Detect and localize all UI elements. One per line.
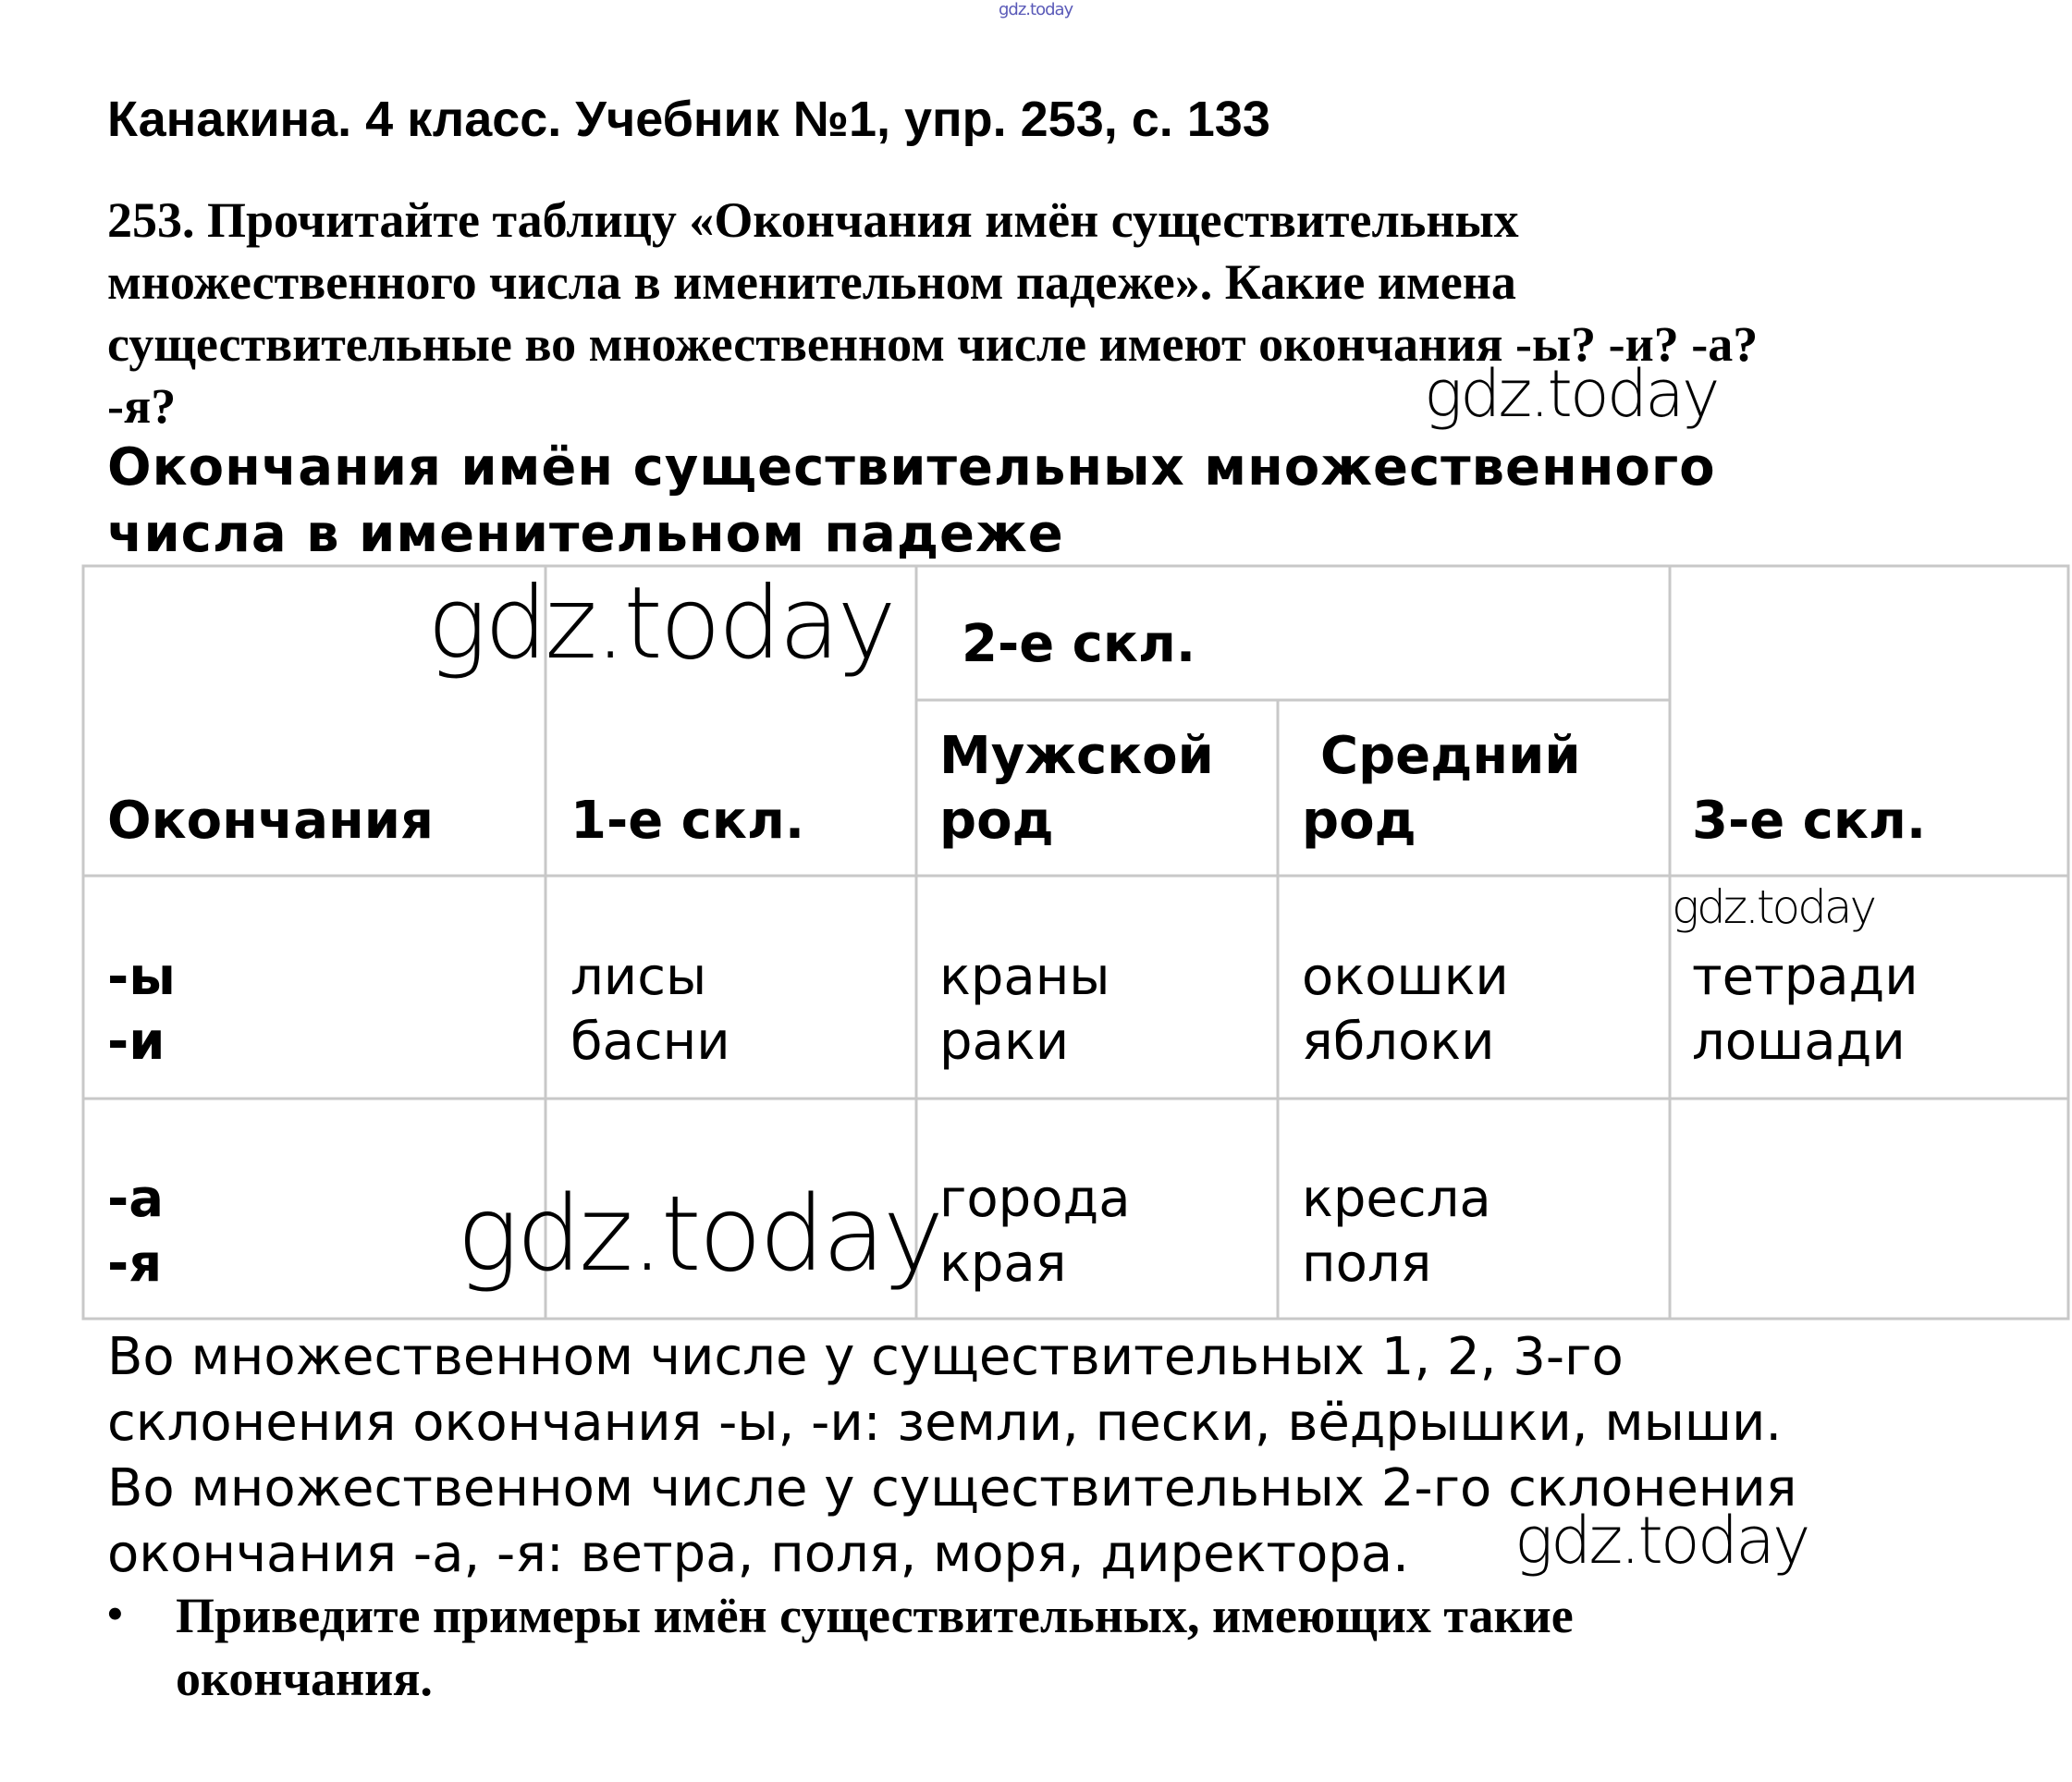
watermark: gdz.today (1424, 356, 1718, 432)
row1-neut-word: яблоки (1302, 1012, 1495, 1072)
row2-neut-word: кресла (1302, 1169, 1491, 1229)
answer-line: склонения окончания -ы, -и: земли, пески, вёдрышки, мыши. (107, 1393, 1783, 1453)
row1-ending: -и (107, 1012, 166, 1072)
row1-decl1-word: лисы (570, 947, 707, 1007)
row1-masc-word: раки (939, 1012, 1070, 1072)
header-neut-line1: Средний (1320, 726, 1581, 786)
row2-ending: -я (107, 1234, 163, 1294)
header-masc-line1: Мужской (939, 726, 1214, 786)
header-decl1: 1-е скл. (570, 791, 805, 851)
bullet-icon: • (107, 1590, 123, 1639)
bullet-line: окончания. (176, 1651, 433, 1706)
task-line: существительные во множественном числе имеют окончания -ы? -и? -а? (107, 316, 1759, 372)
header-neut-line2: род (1302, 791, 1416, 851)
row1-decl3-word: лошади (1692, 1012, 1906, 1072)
watermark: gdz.today (1514, 1503, 1808, 1579)
task-line: -я? (107, 378, 177, 434)
watermark: gdz.today (457, 1174, 942, 1295)
header-masc-line2: род (939, 791, 1054, 851)
answer-line: Во множественном числе у существительных 1, 2, 3-го (107, 1327, 1624, 1387)
table-title-line: Окончания имён существительных множественного (107, 437, 1716, 498)
answer-line: окончания -а, -я: ветра, поля, моря, директора. (107, 1524, 1409, 1584)
row2-masc-word: города (939, 1169, 1131, 1229)
bullet-line: Приведите примеры имён существительных, имеющих такие (176, 1588, 1574, 1643)
bullet-question (176, 1584, 1932, 1710)
row1-ending: -ы (107, 947, 176, 1007)
header-endings: Окончания (107, 791, 434, 851)
watermark-small: gdz.today (999, 0, 1073, 19)
row1-decl1-word: басни (570, 1012, 730, 1072)
task-line: 253. Прочитайте таблицу «Окончания имён существительных (107, 192, 1519, 248)
header-decl3: 3-е скл. (1692, 791, 1927, 851)
row1-masc-word: краны (939, 947, 1110, 1007)
watermark: gdz.today (1672, 880, 1875, 934)
row2-masc-word: края (939, 1234, 1067, 1294)
task-line: множественного числа в именительном падеже». Какие имена (107, 254, 1516, 310)
row2-ending: -а (107, 1169, 165, 1229)
page-heading: Канакина. 4 класс. Учебник №1, упр. 253, с. 133 (107, 92, 1270, 147)
answer-line: Во множественном числе у существительных 2-го склонения (107, 1458, 1797, 1518)
row1-neut-word: окошки (1302, 947, 1509, 1007)
row2-neut-word: поля (1302, 1234, 1432, 1294)
table-title-line: числа в именительном падеже (107, 504, 1064, 564)
header-decl2: 2-е скл. (962, 614, 1196, 674)
watermark: gdz.today (427, 566, 894, 682)
row1-decl3-word: тетради (1692, 947, 1919, 1007)
